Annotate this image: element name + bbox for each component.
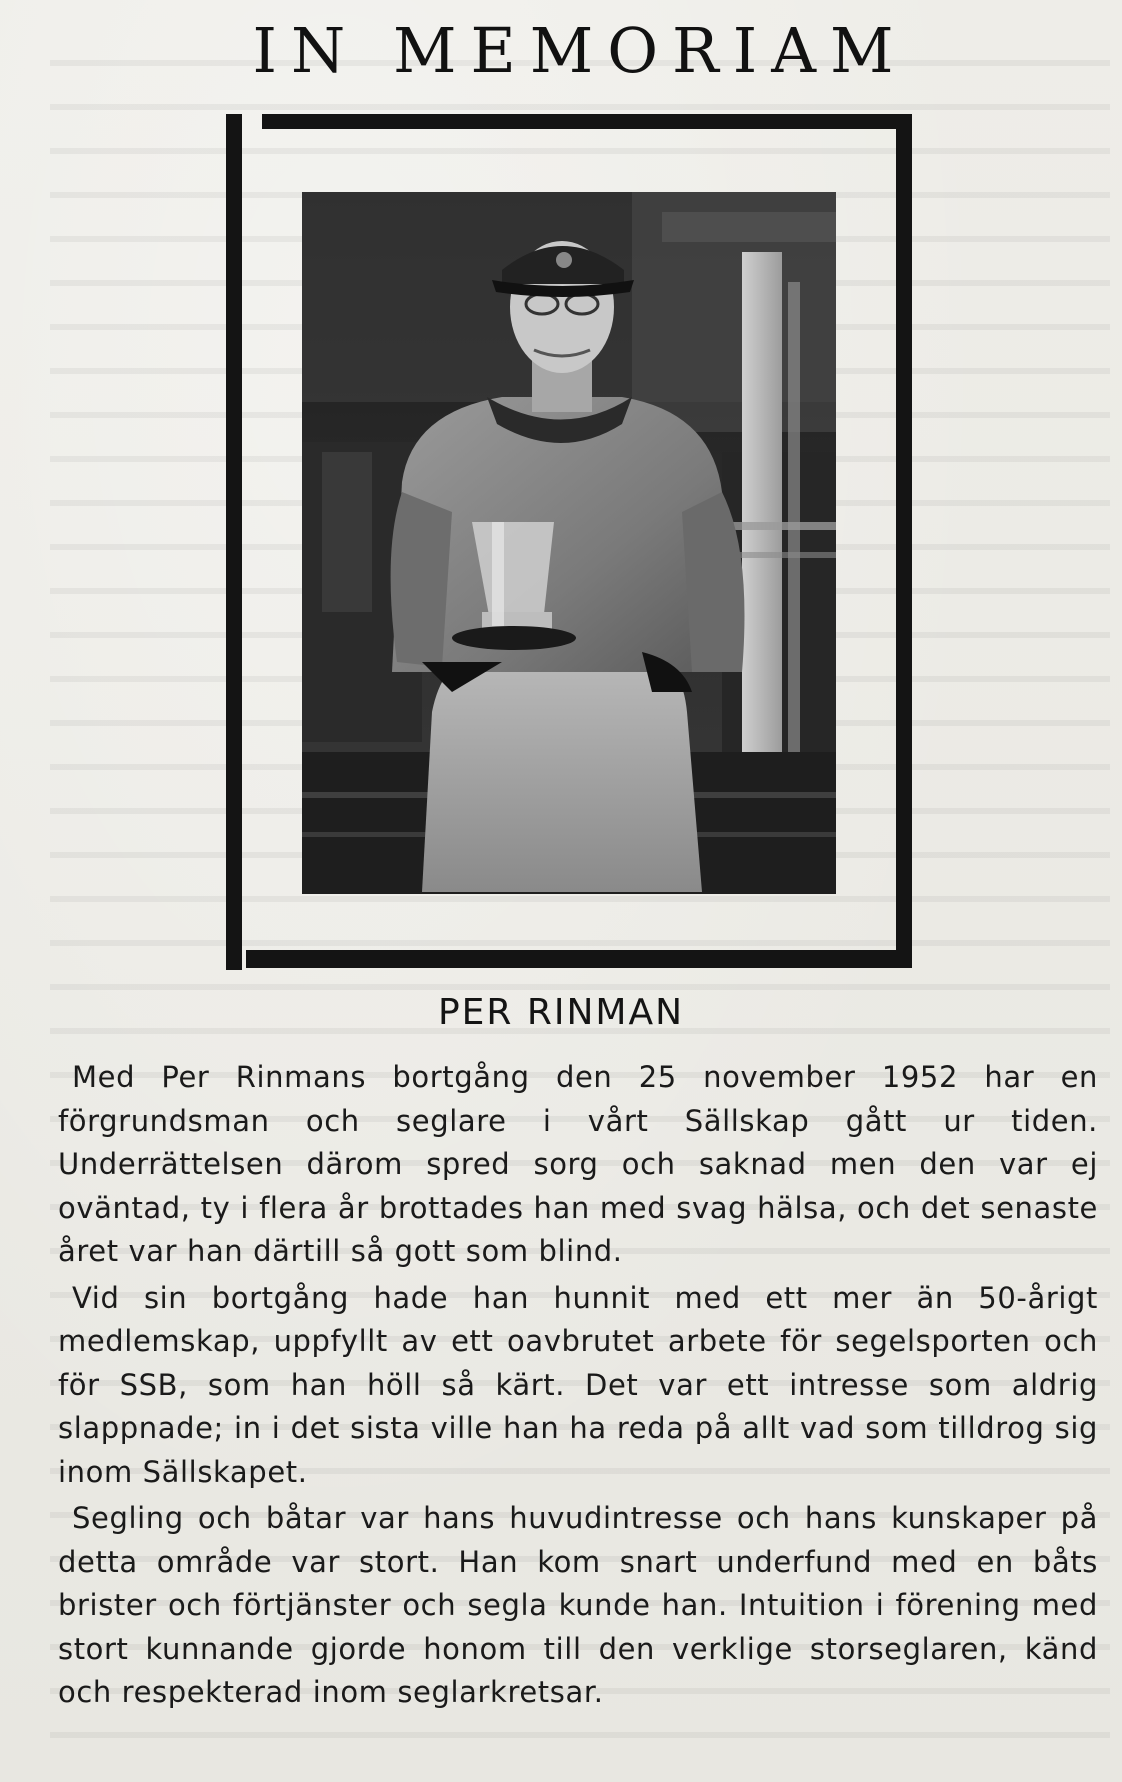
frame-bottom-bar (246, 950, 912, 968)
obituary-text (58, 1056, 1098, 1718)
paragraph-1: Med Per Rinmans bortgång den 25 november 1952 har en förgrundsman och seglare i vårt Sällskap gått ur tiden. Underrättelsen därom spred sorg och saknad men den var ej oväntad, ty i flera år brottades han med svag hälsa, och det senaste året var han därtill så gott som blind. (58, 1060, 1098, 1268)
portrait-photo (302, 192, 836, 894)
page-heading: IN MEMORIAM (252, 14, 908, 87)
portrait-illustration (302, 192, 836, 894)
frame-top-bar (262, 114, 912, 129)
paragraph-3: Segling och båtar var hans huvudintresse och hans kunskaper på detta område var stort. Han kom snart underfund med en båts brister och förtjänster och segla kunde han. Intuition i förening med stort kunnande gjorde honom till den verklige storseglaren, känd och respekterad inom seglarkretsar. (58, 1501, 1098, 1709)
paragraph-2: Vid sin bortgång hade han hunnit med ett mer än 50-årigt medlemskap, uppfyllt av ett oavbrutet arbete för segelsporten och för SSB, som han höll så kärt. Det var ett intresse som aldrig slappnade; in i det sista ville han ha reda på allt vad som tilldrog sig inom Sällskapet. (58, 1280, 1098, 1489)
person-name: PER RINMAN (437, 992, 685, 1033)
frame-left-bar (226, 114, 242, 970)
frame-right-bar (896, 122, 912, 968)
